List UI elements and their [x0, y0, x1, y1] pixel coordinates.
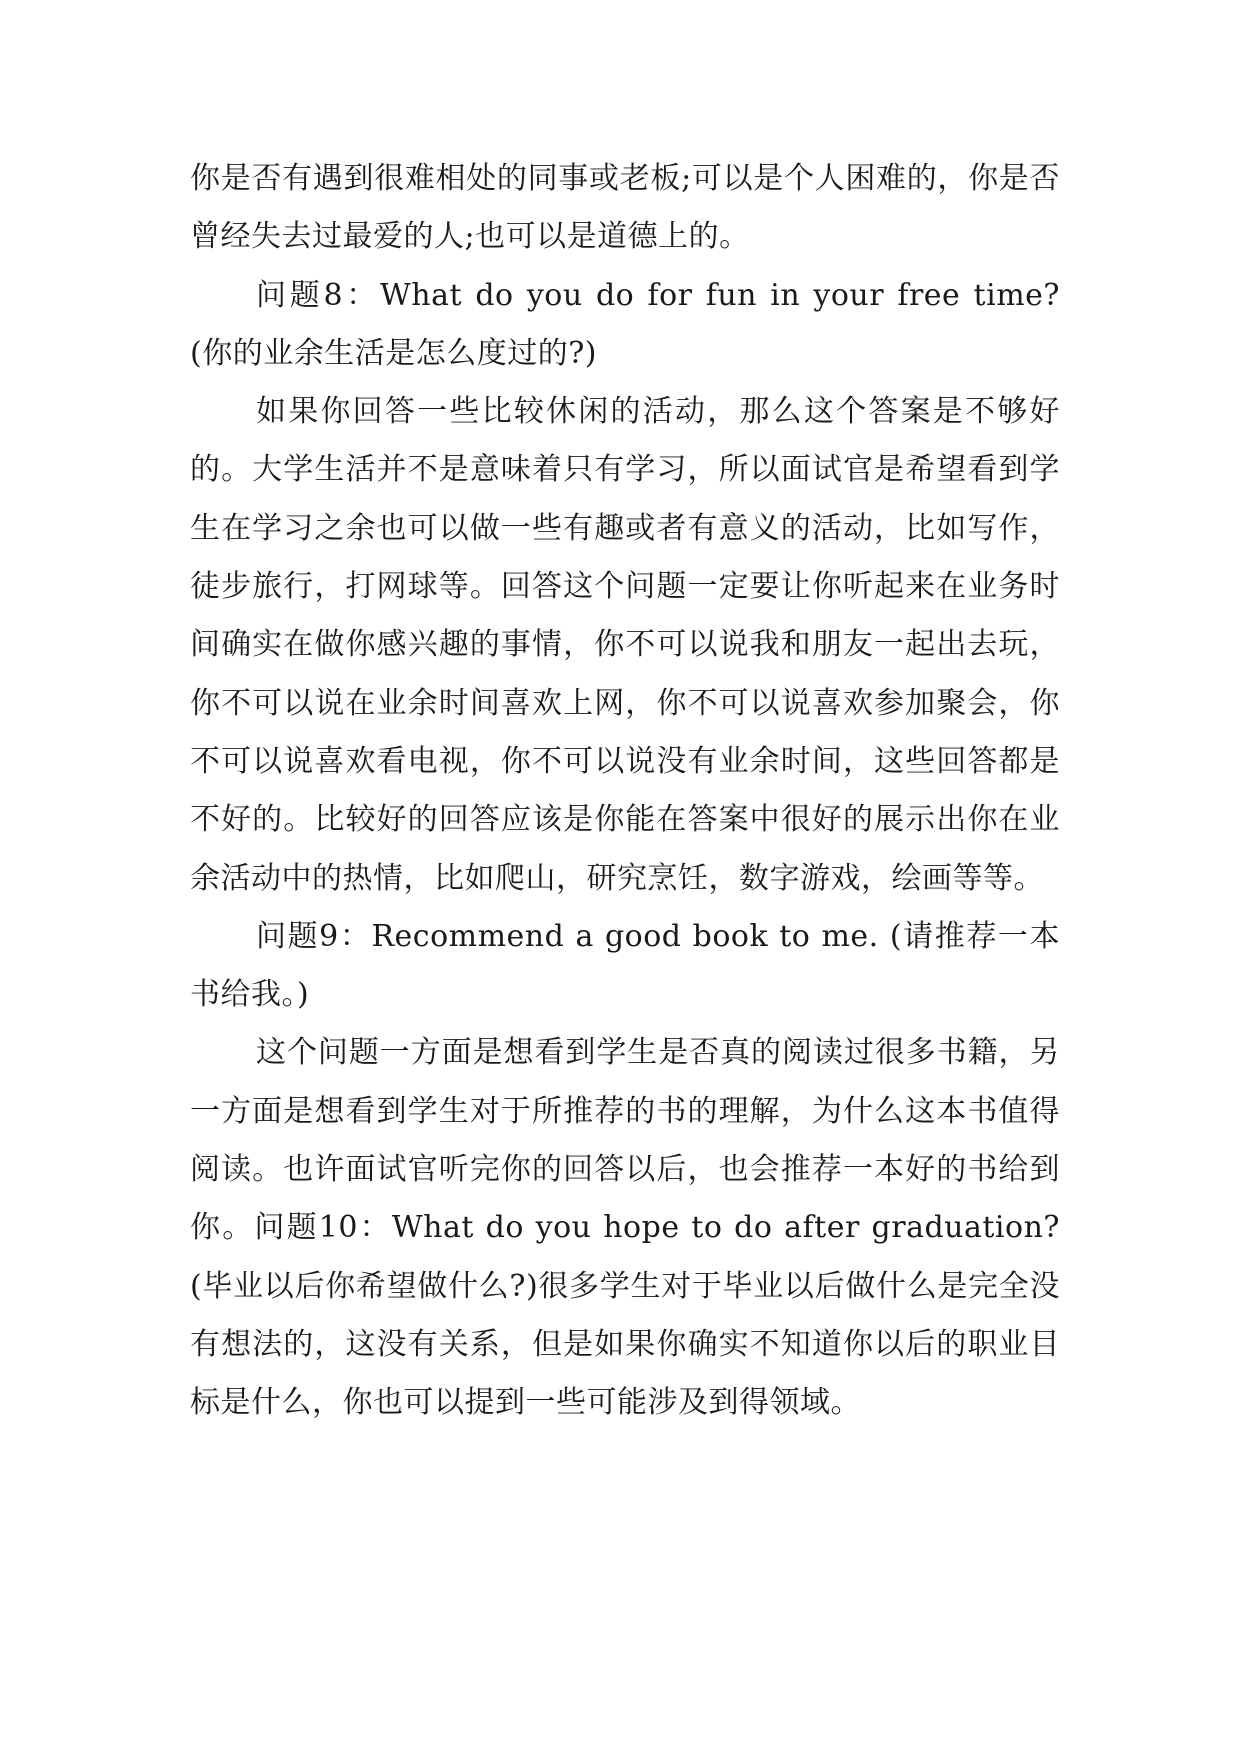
question-9-heading: 问题9：Recommend a good book to me. (请推荐一本书给我。) [190, 918, 1060, 1013]
paragraph-difficulty-examples: 你是否有遇到很难相处的同事或老板;可以是个人困难的，你是否曾经失去过最爱的人;也可以是道德上的。 [190, 161, 1060, 255]
document-body [190, 150, 1060, 1433]
paragraph-question-9-10-answer: 这个问题一方面是想看到学生是否真的阅读过很多书籍，另一方面是想看到学生对于所推荐的书的理解，为什么这本书值得阅读。也许面试官听完你的回答以后，也会推荐一本好的书给到你。问题10：What do you hope to do after graduation? (毕业以后你希望做什么?)很多学生对于毕业以后做什么是完全没有想法的，这没有关系，但是如果你确实不知道你以后的职业目标是什么，你也可以提到一些可能涉及到得领域。 [190, 1035, 1060, 1421]
paragraph-question-8-answer: 如果你回答一些比较休闲的活动，那么这个答案是不够好的。大学生活并不是意味着只有学习，所以面试官是希望看到学生在学习之余也可以做一些有趣或者有意义的活动，比如写作，徒步旅行，打网球等。回答这个问题一定要让你听起来在业务时间确实在做你感兴趣的事情，你不可以说我和朋友一起出去玩，你不可以说在业余时间喜欢上网，你不可以说喜欢参加聚会，你不可以说喜欢看电视，你不可以说没有业余时间，这些回答都是不好的。比较好的回答应该是你能在答案中很好的展示出你在业余活动中的热情，比如爬山，研究烹饪，数字游戏，绘画等等。 [190, 394, 1060, 896]
question-8-heading: 问题8：What do you do for fun in your free time?(你的业余生活是怎么度过的?) [190, 277, 1060, 371]
